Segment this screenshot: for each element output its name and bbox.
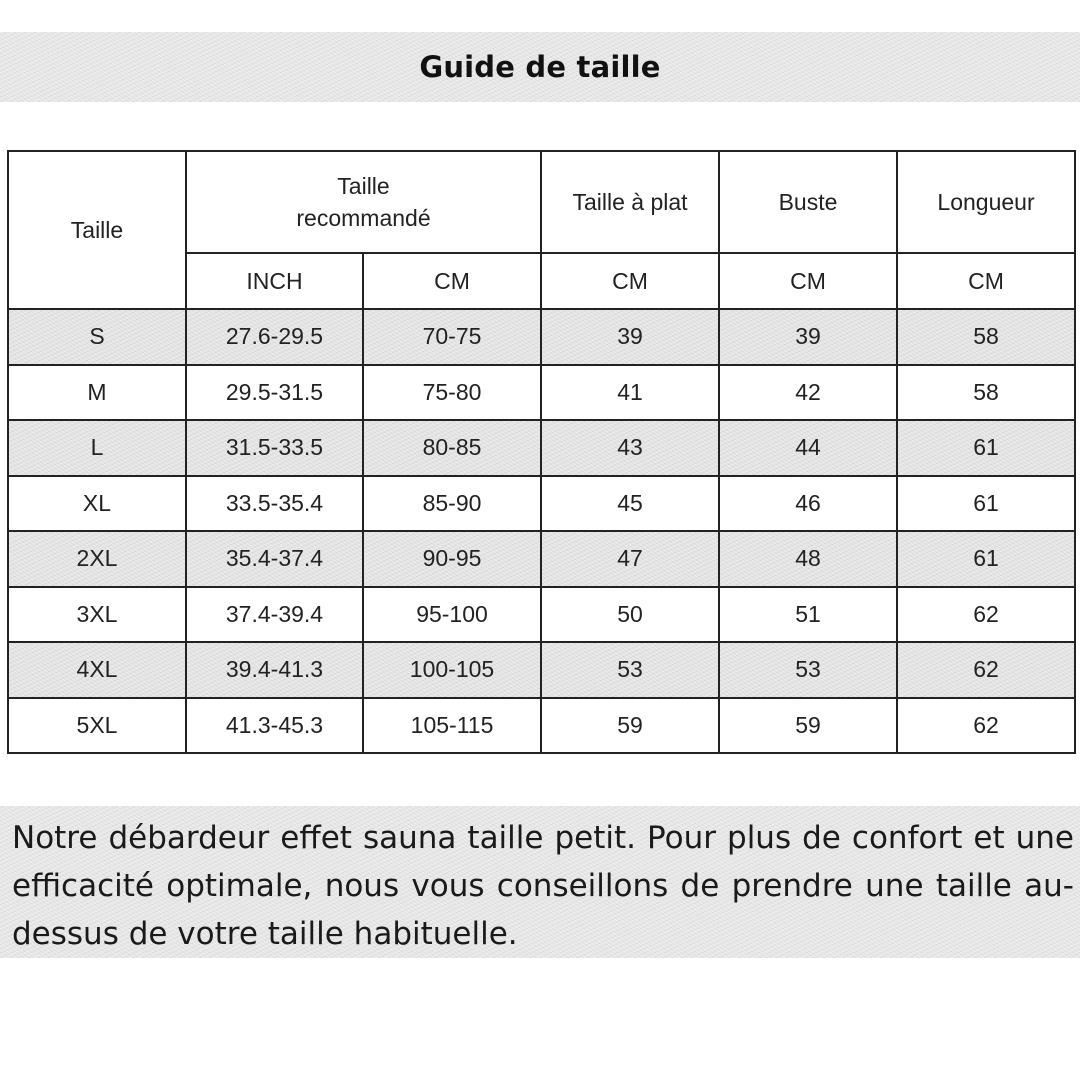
cell-cm: 80-85 — [363, 420, 541, 476]
cell-cm: 75-80 — [363, 365, 541, 421]
cell-size: 2XL — [8, 531, 186, 587]
header-recommended-line1: Taille — [337, 173, 390, 199]
unit-cm: CM — [719, 253, 897, 309]
cell-flat: 45 — [541, 476, 719, 532]
cell-size: 5XL — [8, 698, 186, 754]
cell-inch: 27.6-29.5 — [186, 309, 363, 365]
cell-cm: 100-105 — [363, 642, 541, 698]
cell-size: 3XL — [8, 587, 186, 643]
cell-length: 62 — [897, 587, 1075, 643]
cell-inch: 29.5-31.5 — [186, 365, 363, 421]
cell-bust: 59 — [719, 698, 897, 754]
cell-flat: 41 — [541, 365, 719, 421]
cell-bust: 53 — [719, 642, 897, 698]
cell-flat: 39 — [541, 309, 719, 365]
cell-cm: 70-75 — [363, 309, 541, 365]
cell-inch: 39.4-41.3 — [186, 642, 363, 698]
unit-cm: CM — [897, 253, 1075, 309]
cell-length: 61 — [897, 420, 1075, 476]
cell-bust: 39 — [719, 309, 897, 365]
cell-cm: 105-115 — [363, 698, 541, 754]
table-row — [8, 365, 1075, 421]
cell-cm: 85-90 — [363, 476, 541, 532]
cell-length: 58 — [897, 309, 1075, 365]
table-row — [8, 587, 1075, 643]
table-row — [8, 698, 1075, 754]
unit-cm: CM — [363, 253, 541, 309]
page-title: Guide de taille — [419, 50, 661, 84]
cell-flat: 53 — [541, 642, 719, 698]
header-size: Taille — [8, 151, 186, 309]
header-recommended — [186, 151, 541, 253]
cell-size: S — [8, 309, 186, 365]
unit-inch: INCH — [186, 253, 363, 309]
header-flat-width: Taille à plat — [541, 151, 719, 253]
header-row — [8, 151, 1075, 253]
cell-bust: 46 — [719, 476, 897, 532]
cell-size: 4XL — [8, 642, 186, 698]
cell-bust: 44 — [719, 420, 897, 476]
cell-length: 61 — [897, 531, 1075, 587]
table-row — [8, 531, 1075, 587]
size-table — [7, 150, 1076, 754]
cell-bust: 48 — [719, 531, 897, 587]
cell-inch: 35.4-37.4 — [186, 531, 363, 587]
title-band — [0, 32, 1080, 102]
header-length: Longueur — [897, 151, 1075, 253]
sizing-note: Notre débardeur effet sauna taille petit. Pour plus de confort et une efficacité optimale, nous vous conseillons de prendre une taille au-dessus de votre taille habituelle. — [12, 820, 1074, 952]
note-band — [0, 806, 1080, 958]
cell-length: 62 — [897, 698, 1075, 754]
table-row — [8, 476, 1075, 532]
cell-length: 61 — [897, 476, 1075, 532]
cell-length: 62 — [897, 642, 1075, 698]
header-recommended-line2: recommandé — [296, 205, 431, 231]
cell-flat: 47 — [541, 531, 719, 587]
table-row — [8, 309, 1075, 365]
table-row — [8, 420, 1075, 476]
cell-inch: 31.5-33.5 — [186, 420, 363, 476]
cell-inch: 41.3-45.3 — [186, 698, 363, 754]
cell-flat: 43 — [541, 420, 719, 476]
cell-cm: 90-95 — [363, 531, 541, 587]
cell-flat: 59 — [541, 698, 719, 754]
cell-bust: 42 — [719, 365, 897, 421]
unit-cm: CM — [541, 253, 719, 309]
cell-inch: 33.5-35.4 — [186, 476, 363, 532]
cell-inch: 37.4-39.4 — [186, 587, 363, 643]
table-row — [8, 642, 1075, 698]
header-bust: Buste — [719, 151, 897, 253]
cell-bust: 51 — [719, 587, 897, 643]
cell-flat: 50 — [541, 587, 719, 643]
cell-length: 58 — [897, 365, 1075, 421]
cell-size: L — [8, 420, 186, 476]
cell-size: XL — [8, 476, 186, 532]
cell-cm: 95-100 — [363, 587, 541, 643]
cell-size: M — [8, 365, 186, 421]
